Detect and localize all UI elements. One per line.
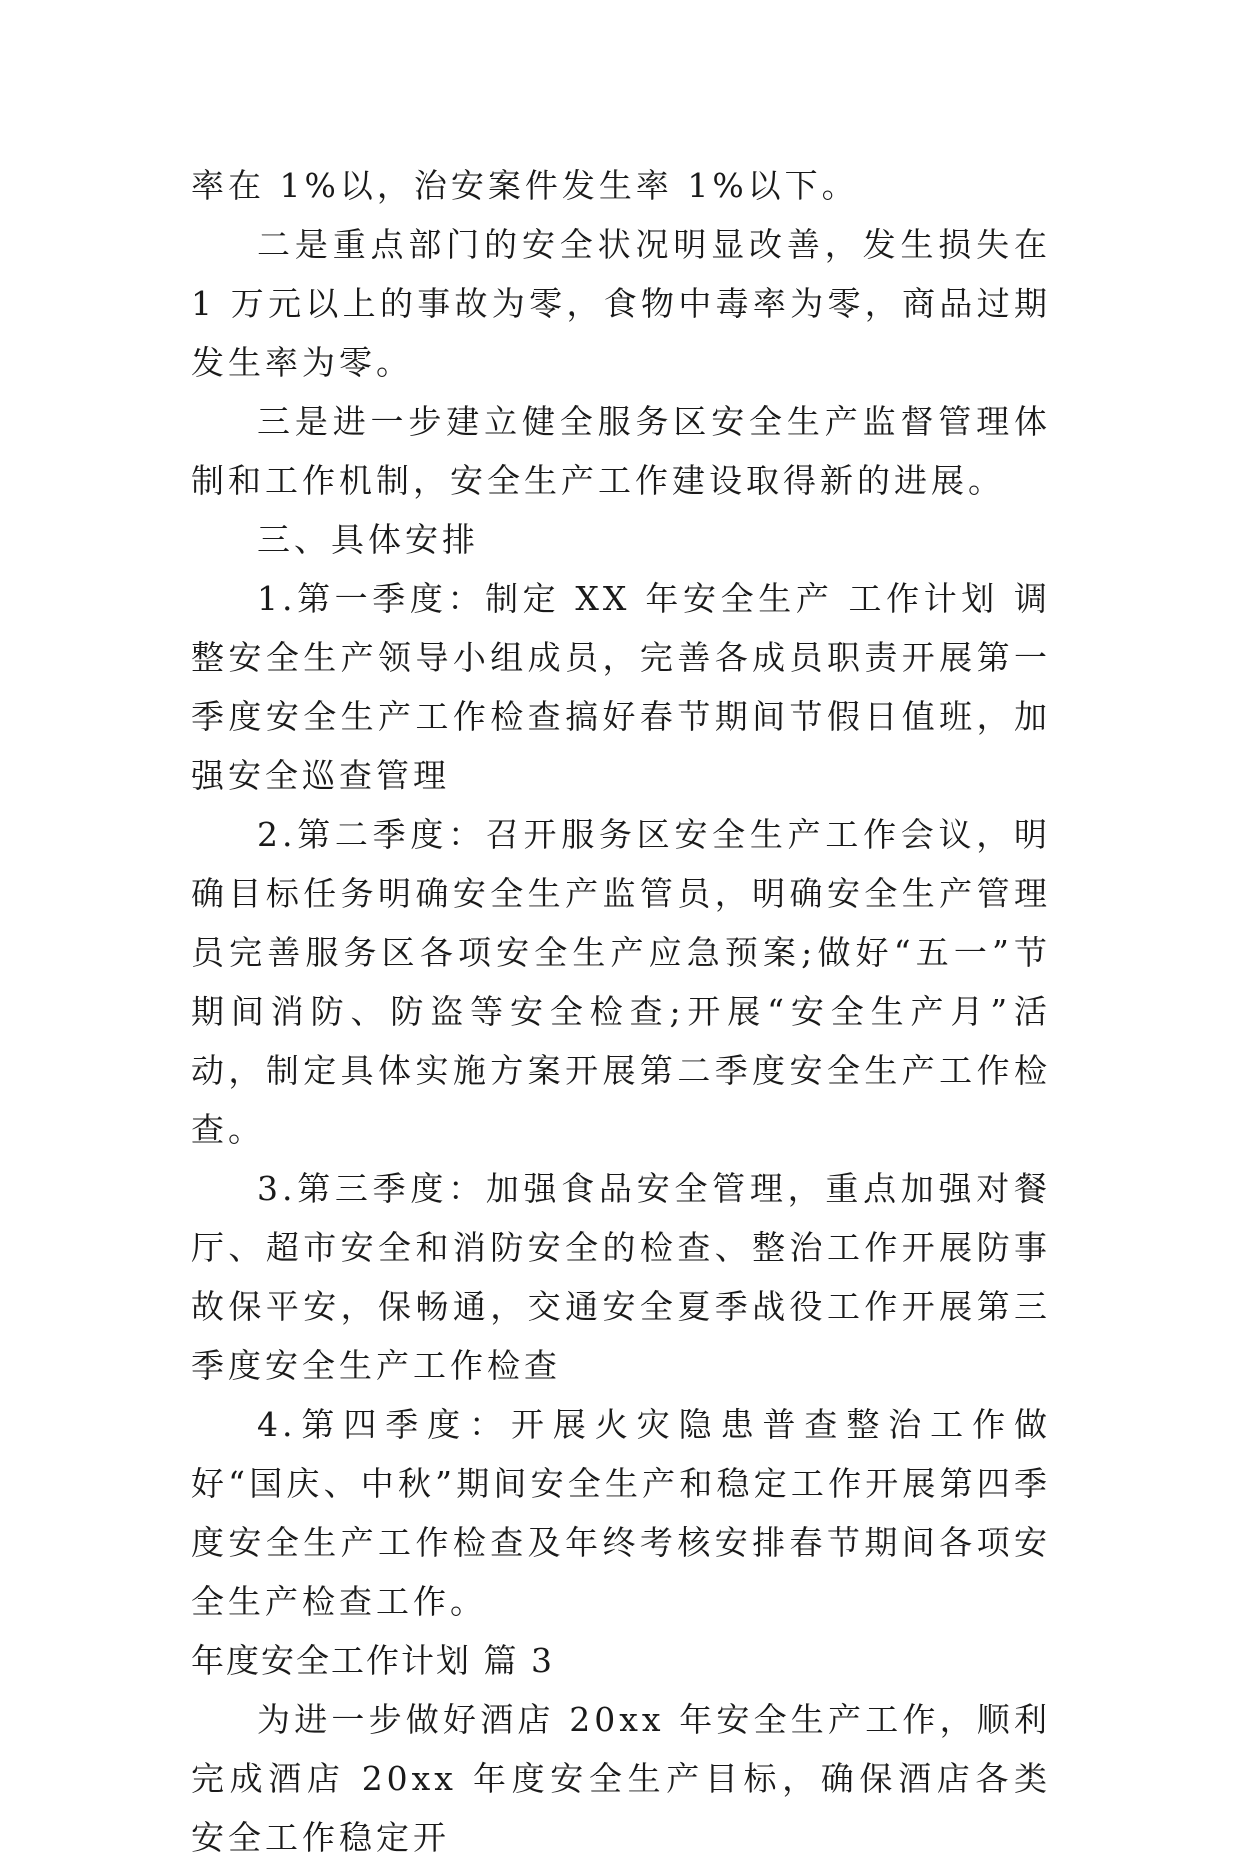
paragraph-quarter-two: 2.第二季度：召开服务区安全生产工作会议，明确目标任务明确安全生产监管员，明确安全生产管理员完善服务区各项安全生产应急预案;做好“五一”节期间消防、防盗等安全检查;开展“安全生产月”活动，制定具体实施方案开展第二季度安全生产工作检查。 <box>191 815 1051 1149</box>
paragraph-continuation: 率在 1%以，治安案件发生率 1%以下。 <box>191 166 859 205</box>
paragraph-quarter-four: 4.第四季度：开展火灾隐患普查整治工作做好“国庆、中秋”期间安全生产和稳定工作开展第四季度安全生产工作检查及年终考核安排春节期间各项安全生产检查工作。 <box>191 1405 1051 1621</box>
paragraph-quarter-three: 3.第三季度：加强食品安全管理，重点加强对餐厅、超市安全和消防安全的检查、整治工作开展防事故保平安，保畅通，交通安全夏季战役工作开展第三季度安全生产工作检查 <box>191 1169 1051 1385</box>
paragraph-closing: 为进一步做好酒店 20xx 年安全生产工作，顺利完成酒店 20xx 年度安全生产目标，确保酒店各类安全工作稳定开 <box>191 1700 1051 1857</box>
document-body <box>191 156 1051 1867</box>
paragraph-goal-two: 二是重点部门的安全状况明显改善，发生损失在 1 万元以上的事故为零，食物中毒率为零，商品过期发生率为零。 <box>191 225 1051 382</box>
paragraph-quarter-one: 1.第一季度：制定 XX 年安全生产 工作计划 调整安全生产领导小组成员，完善各成员职责开展第一季度安全生产工作检查搞好春节期间节假日值班，加强安全巡查管理 <box>191 579 1051 795</box>
paragraph-goal-three: 三是进一步建立健全服务区安全生产监督管理体制和工作机制，安全生产工作建设取得新的进展。 <box>191 402 1051 500</box>
section-heading: 年度安全工作计划 篇 3 <box>191 1641 554 1680</box>
section-title-arrangements: 三、具体安排 <box>257 520 479 559</box>
